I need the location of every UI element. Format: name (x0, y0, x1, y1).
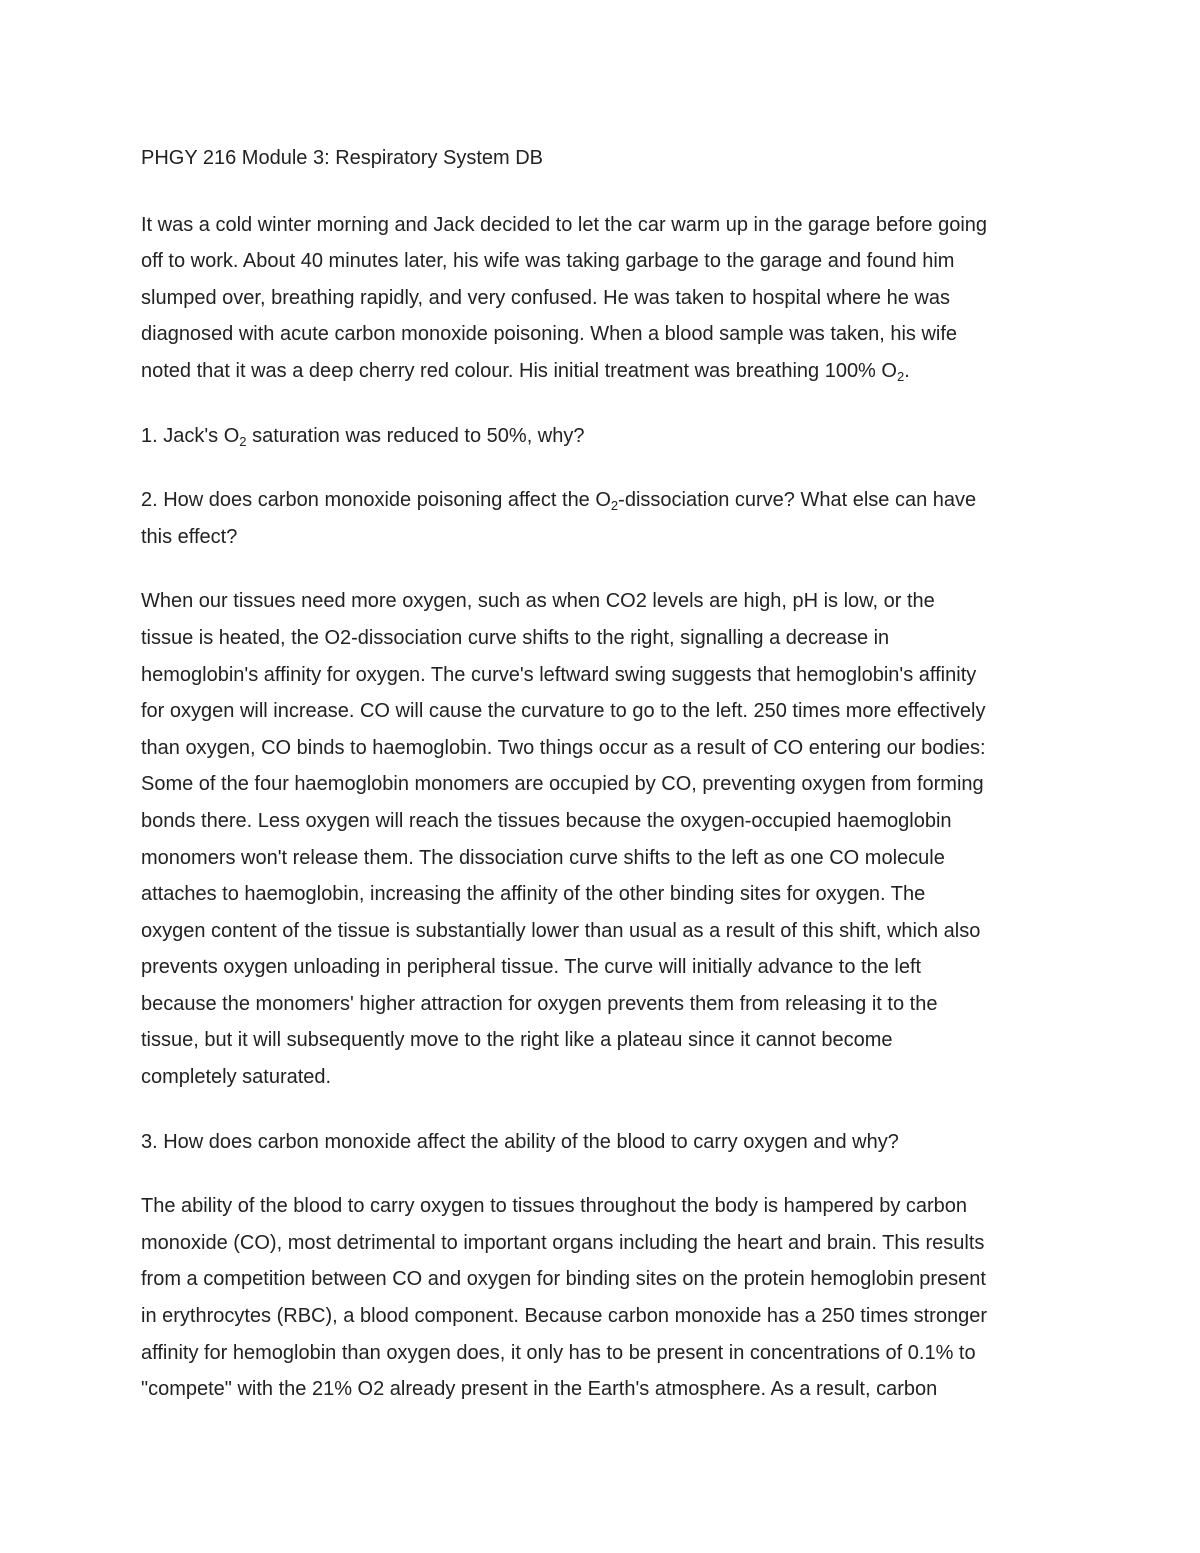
case-line: slumped over, breathing rapidly, and very confused. He was taken to hospital where he was (141, 286, 950, 309)
answer-2-line: prevents oxygen unloading in peripheral tissue. The curve will initially advance to the left (141, 956, 922, 979)
case-line: It was a cold winter morning and Jack decided to let the car warm up in the garage before going (141, 213, 988, 236)
answer-3-line: "compete" with the 21% O2 already present in the Earth's atmosphere. As a result, carbon (141, 1378, 938, 1401)
answer-2-paragraph (141, 583, 1061, 1095)
answer-2-line: bonds there. Less oxygen will reach the tissues because the oxygen-occupied haemoglobin (141, 809, 952, 832)
case-line-last: noted that it was a deep cherry red colour. His initial treatment was breathing 100% $O_2$. (141, 359, 910, 384)
case-line: off to work. About 40 minutes later, his wife was taking garbage to the garage and found him (141, 250, 955, 273)
question-2 (141, 482, 1061, 555)
answer-2-line: monomers won't release them. The dissociation curve shifts to the left as one CO molecule (141, 846, 945, 869)
question-2-line: 2. How does carbon monoxide poisoning affect the $O_2$-dissociation curve? What else can have (141, 489, 977, 514)
case-paragraph (141, 207, 1061, 390)
answer-2-line: Some of the four haemoglobin monomers are occupied by CO, preventing oxygen from forming (141, 773, 984, 796)
answer-3-line: The ability of the blood to carry oxygen to tissues throughout the body is hampered by carbon (141, 1195, 968, 1218)
answer-2-line: tissue, but it will subsequently move to the right like a plateau since it cannot become (141, 1029, 893, 1052)
answer-2-line: When our tissues need more oxygen, such as when CO2 levels are high, pH is low, or the (141, 590, 935, 613)
answer-3-line: from a competition between CO and oxygen for binding sites on the protein hemoglobin present (141, 1268, 986, 1291)
answer-2-line: than oxygen, CO binds to haemoglobin. Two things occur as a result of CO entering our bodies: (141, 736, 986, 759)
answer-2-line: attaches to haemoglobin, increasing the affinity of the other binding sites for oxygen. The (141, 883, 926, 906)
question-1: 1. Jack's $O_2$ saturation was reduced to 50%, why? (141, 424, 585, 449)
answer-3-line: affinity for hemoglobin than oxygen does, it only has to be present in concentrations of 0.1% to (141, 1341, 976, 1364)
document-title: PHGY 216 Module 3: Respiratory System DB (141, 147, 544, 169)
question-3: 3. How does carbon monoxide affect the ability of the blood to carry oxygen and why? (141, 1130, 899, 1153)
answer-2-line: oxygen content of the tissue is substantially lower than usual as a result of this shift, which also (141, 919, 981, 942)
answer-2-line: because the monomers' higher attraction for oxygen prevents them from releasing it to the (141, 992, 938, 1015)
answer-3-paragraph (141, 1188, 1061, 1408)
answer-2-line: tissue is heated, the O2-dissociation curve shifts to the right, signalling a decrease in (141, 626, 890, 649)
answer-3-line: in erythrocytes (RBC), a blood component. Because carbon monoxide has a 250 times stronger (141, 1305, 987, 1328)
answer-2-line: completely saturated. (141, 1066, 332, 1089)
case-line: diagnosed with acute carbon monoxide poisoning. When a blood sample was taken, his wife (141, 323, 958, 346)
document-body (141, 140, 1061, 1408)
answer-3-line: monoxide (CO), most detrimental to important organs including the heart and brain. This results (141, 1231, 985, 1254)
answer-2-line: for oxygen will increase. CO will cause the curvature to go to the left. 250 times more effectively (141, 700, 986, 723)
question-2-line: this effect? (141, 525, 238, 548)
answer-2-line: hemoglobin's affinity for oxygen. The curve's leftward swing suggests that hemoglobin's affinity (141, 663, 977, 686)
